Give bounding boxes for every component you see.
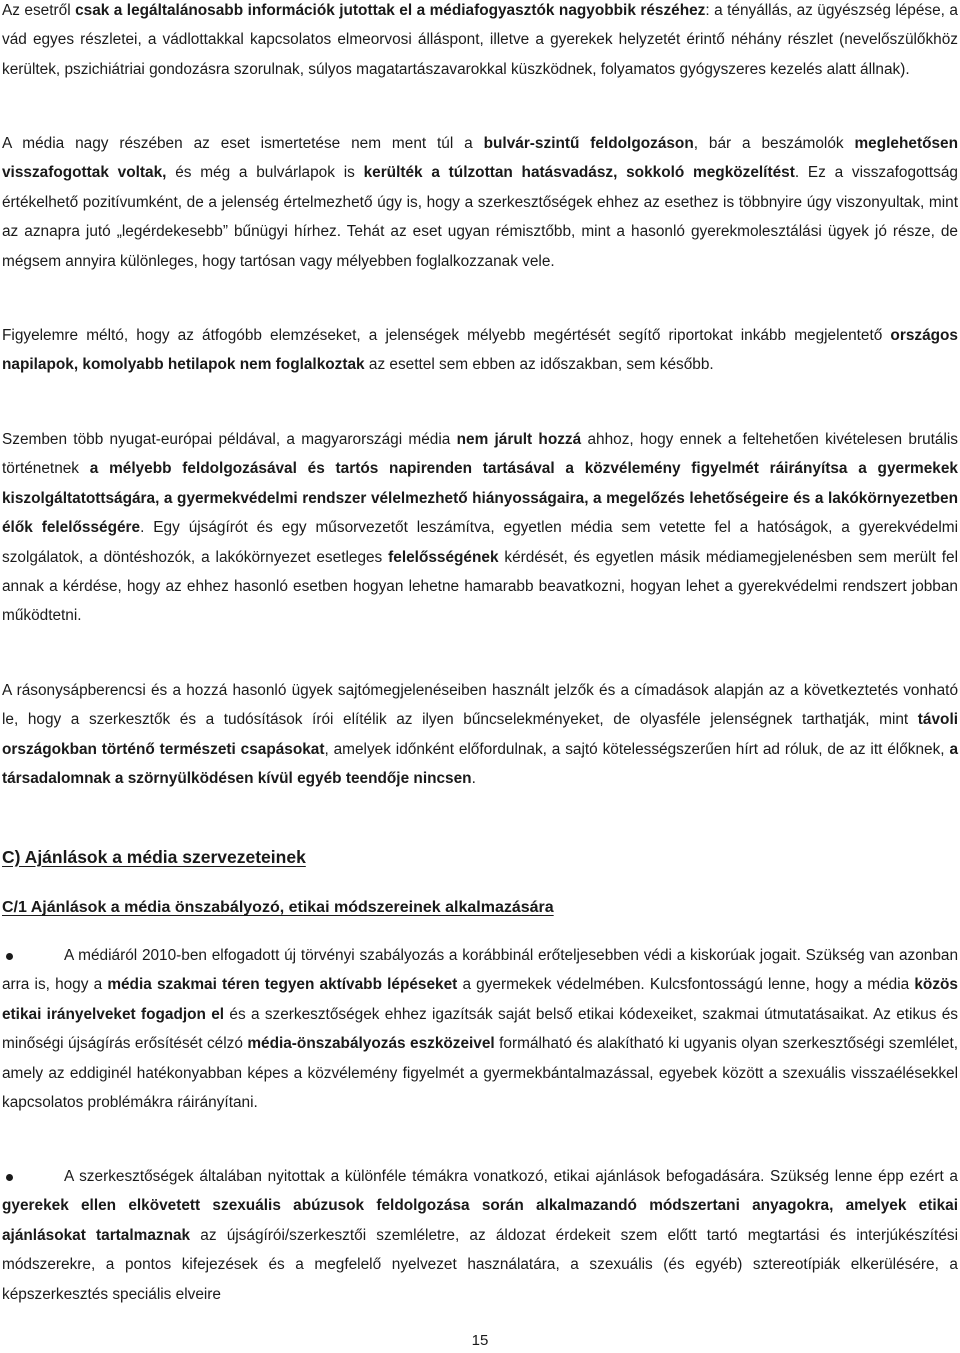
bold-text-run: közös etikai irányelveket fogadjon el [2,976,958,1023]
text-run: Az esetről [2,2,76,19]
text-run: , bár a beszámolók [693,135,855,152]
text-run: az újságírói/szerkesztői szemléletre, az áldozat érdekeit szem előtt tartó megtartási és interjúkészítési módszerekre, a pontos kifejezések és a megfelelő nyelvezet használatára, a szexuális (és egyéb) sztereotípiák elkerülésére, a képszerkesztés speciális elveire [2,1226,958,1303]
list-item-text [2,941,958,1117]
paragraph [2,0,958,84]
paragraph [2,425,958,631]
paragraph [2,321,958,380]
text-run: A médiáról 2010-ben elfogadott új törvényi szabályozás a korábbinál erőteljesebben védi a kiskorúak jogait. Szükség van azonban arra is, hogy a [2,947,958,994]
text-run: , amelyek időnként előfordulnak, a sajtó kötelességszerűen hírt ad róluk, de az itt élőknek, [324,740,950,758]
text-run: az esettel sem ebben az időszakban, sem később. [364,356,714,374]
text-run: A média nagy részében az eset ismertetése nem ment túl a [2,135,484,152]
bullet-icon [6,1174,13,1181]
text-run: ahhoz, hogy ennek a feltehetően kivételesen brutális történetnek [2,431,958,478]
text-run: A szerkesztőségek általában nyitottak a különféle témákra vonatkozó, etikai ajánlások befogadására. Szükség lenne épp ezért a [64,1168,958,1185]
bold-text-run: a mélyebb feldolgozásával és tartós napirenden tartásával a közvélemény figyelmét ráirányítsa a gyermekek kiszolgáltatottságára, a gyermekvédelmi rendszer vélelmezhető hiányosságaira, a megelőzés lehetőségeire és a lakókörnyezetben élők felelősségére [2,460,958,537]
text-run: Figyelemre méltó, hogy az átfogóbb elemzéseket, a jelenségek mélyebb megértését segítő riportokat inkább megjelentető [2,327,891,344]
bold-text-run: gyerekek ellen elkövetett szexuális abúzusok feldolgozása során alkalmazandó módszertani anyagokra, amelyek etikai ajánlásokat tartalmaznak [2,1197,958,1244]
bold-text-run: média szakmai téren tegyen aktívabb lépéseket [107,976,458,994]
text-run: A rásonysápberencsi és a hozzá hasonló ügyek sajtómegjelenéseiben használt jelzők és a címadások alapján az a következtetés vonható le, hogy a szerkesztők és a tudósítások írói elítélik az ilyen bűncselekményeket, de olyasféle jelenségnek tarthatják, mint [2,682,958,729]
text-run: Szemben több nyugat-európai példával, a magyarországi média [2,431,457,448]
paragraph [2,676,958,794]
text-run: és még a bulvárlapok is [166,164,364,182]
text-run: kérdését, és egyetlen másik médiamegjelenésben sem merült fel annak a kérdése, hogy az ehhez hasonló esetben hogyan lehetne hamarabb beavatkozni, hogyan lehet a gyerekvédelmi rendszert jobban működtetni. [2,548,958,625]
text-run: a gyermekek védelmében. Kulcsfontosságú lenne, hogy a média [457,976,915,994]
list-item [2,941,958,1117]
bullet-icon [6,953,13,960]
text-run: formálható és alakítható ki ugyanis olyan szerkesztőségi szemlélet, amely az eddiginél hatékonyabban képes a közvélemény figyelmét a gyermekbántalmazással, egyebek között a szexuális visszaélésekkel kapcsolatos problémákra ráirányítani. [2,1035,958,1112]
section-heading: C) Ajánlások a média szervezeteinek [2,847,306,867]
text-run: . [471,770,476,788]
page-number: 15 [471,1332,489,1349]
text-run: és a szerkesztőségek ehhez igazítsák saját belső etikai kódexeiket, szakmai útmutatásaikat. Az etikus és minőségi újságírás erősítését célzó [2,1005,958,1053]
list-item [2,1162,958,1309]
bold-text-run: kerülték a túlzottan hatásvadász, sokkoló megközelítést [363,164,795,182]
paragraph [2,129,958,276]
bold-text-run: bulvár-szintű feldolgozáson [483,135,694,152]
bold-text-run: média-önszabályozás eszközeivel [247,1035,495,1053]
bold-text-run: távoli országokban történő természeti csapásokat [2,711,958,758]
subsection-heading: C/1 Ajánlások a média önszabályozó, etikai módszereinek alkalmazására [2,899,554,916]
bold-text-run: nem járult hozzá [456,431,582,448]
bold-text-run: országos napilapok, komolyabb hetilapok nem foglalkoztak [2,327,958,374]
text-run: : a tényállás, az ügyészség lépése, a vád egyes részletei, a vádlottakkal kapcsolatos elmeorvosi álláspont, illetve a gyerekek helyzetét érintő néhány részlet (nevelőszülőkhöz kerültek, pszichiátriai gondozásra szorulnak, súlyos magatartászavarokkal küszködnek, folyamatos gyógyszeres kezelés alatt állnak). [2,2,958,78]
bold-text-run: meglehetősen visszafogottak voltak, [2,135,958,182]
bold-text-run: felelősségének [388,548,499,566]
text-run: . Egy újságírót és egy műsorvezetőt leszámítva, egyetlen média sem vetette fel a hatóságok, a gyerekvédelmi szolgálatok, a döntéshozók, a lakókörnyezet esetleges [2,519,958,566]
bold-text-run: a társadalomnak a szörnyülködésen kívül egyéb teendője nincsen [2,740,958,788]
list-item-text [2,1162,958,1309]
text-run: . Ez a visszafogottság értékelhető pozitívumként, de a jelenség értelmezhető úgy is, hogy a szerkesztőségek ehhez az esethez is többnyire úgy viszonyultak, mint az aznapra jutó „legérdekesebb” bűnügyi hírhez. Tehát az eset ugyan rémisztőbb, mint a hasonló gyerekmolesztálási ügyek jó része, de mégsem annyira különleges, hogy tartósan vagy mélyebben foglalkozzanak vele. [2,164,958,270]
bold-text-run: csak a legáltalánosabb információk jutottak el a médiafogyasztók nagyobbik részéhez [75,2,706,19]
